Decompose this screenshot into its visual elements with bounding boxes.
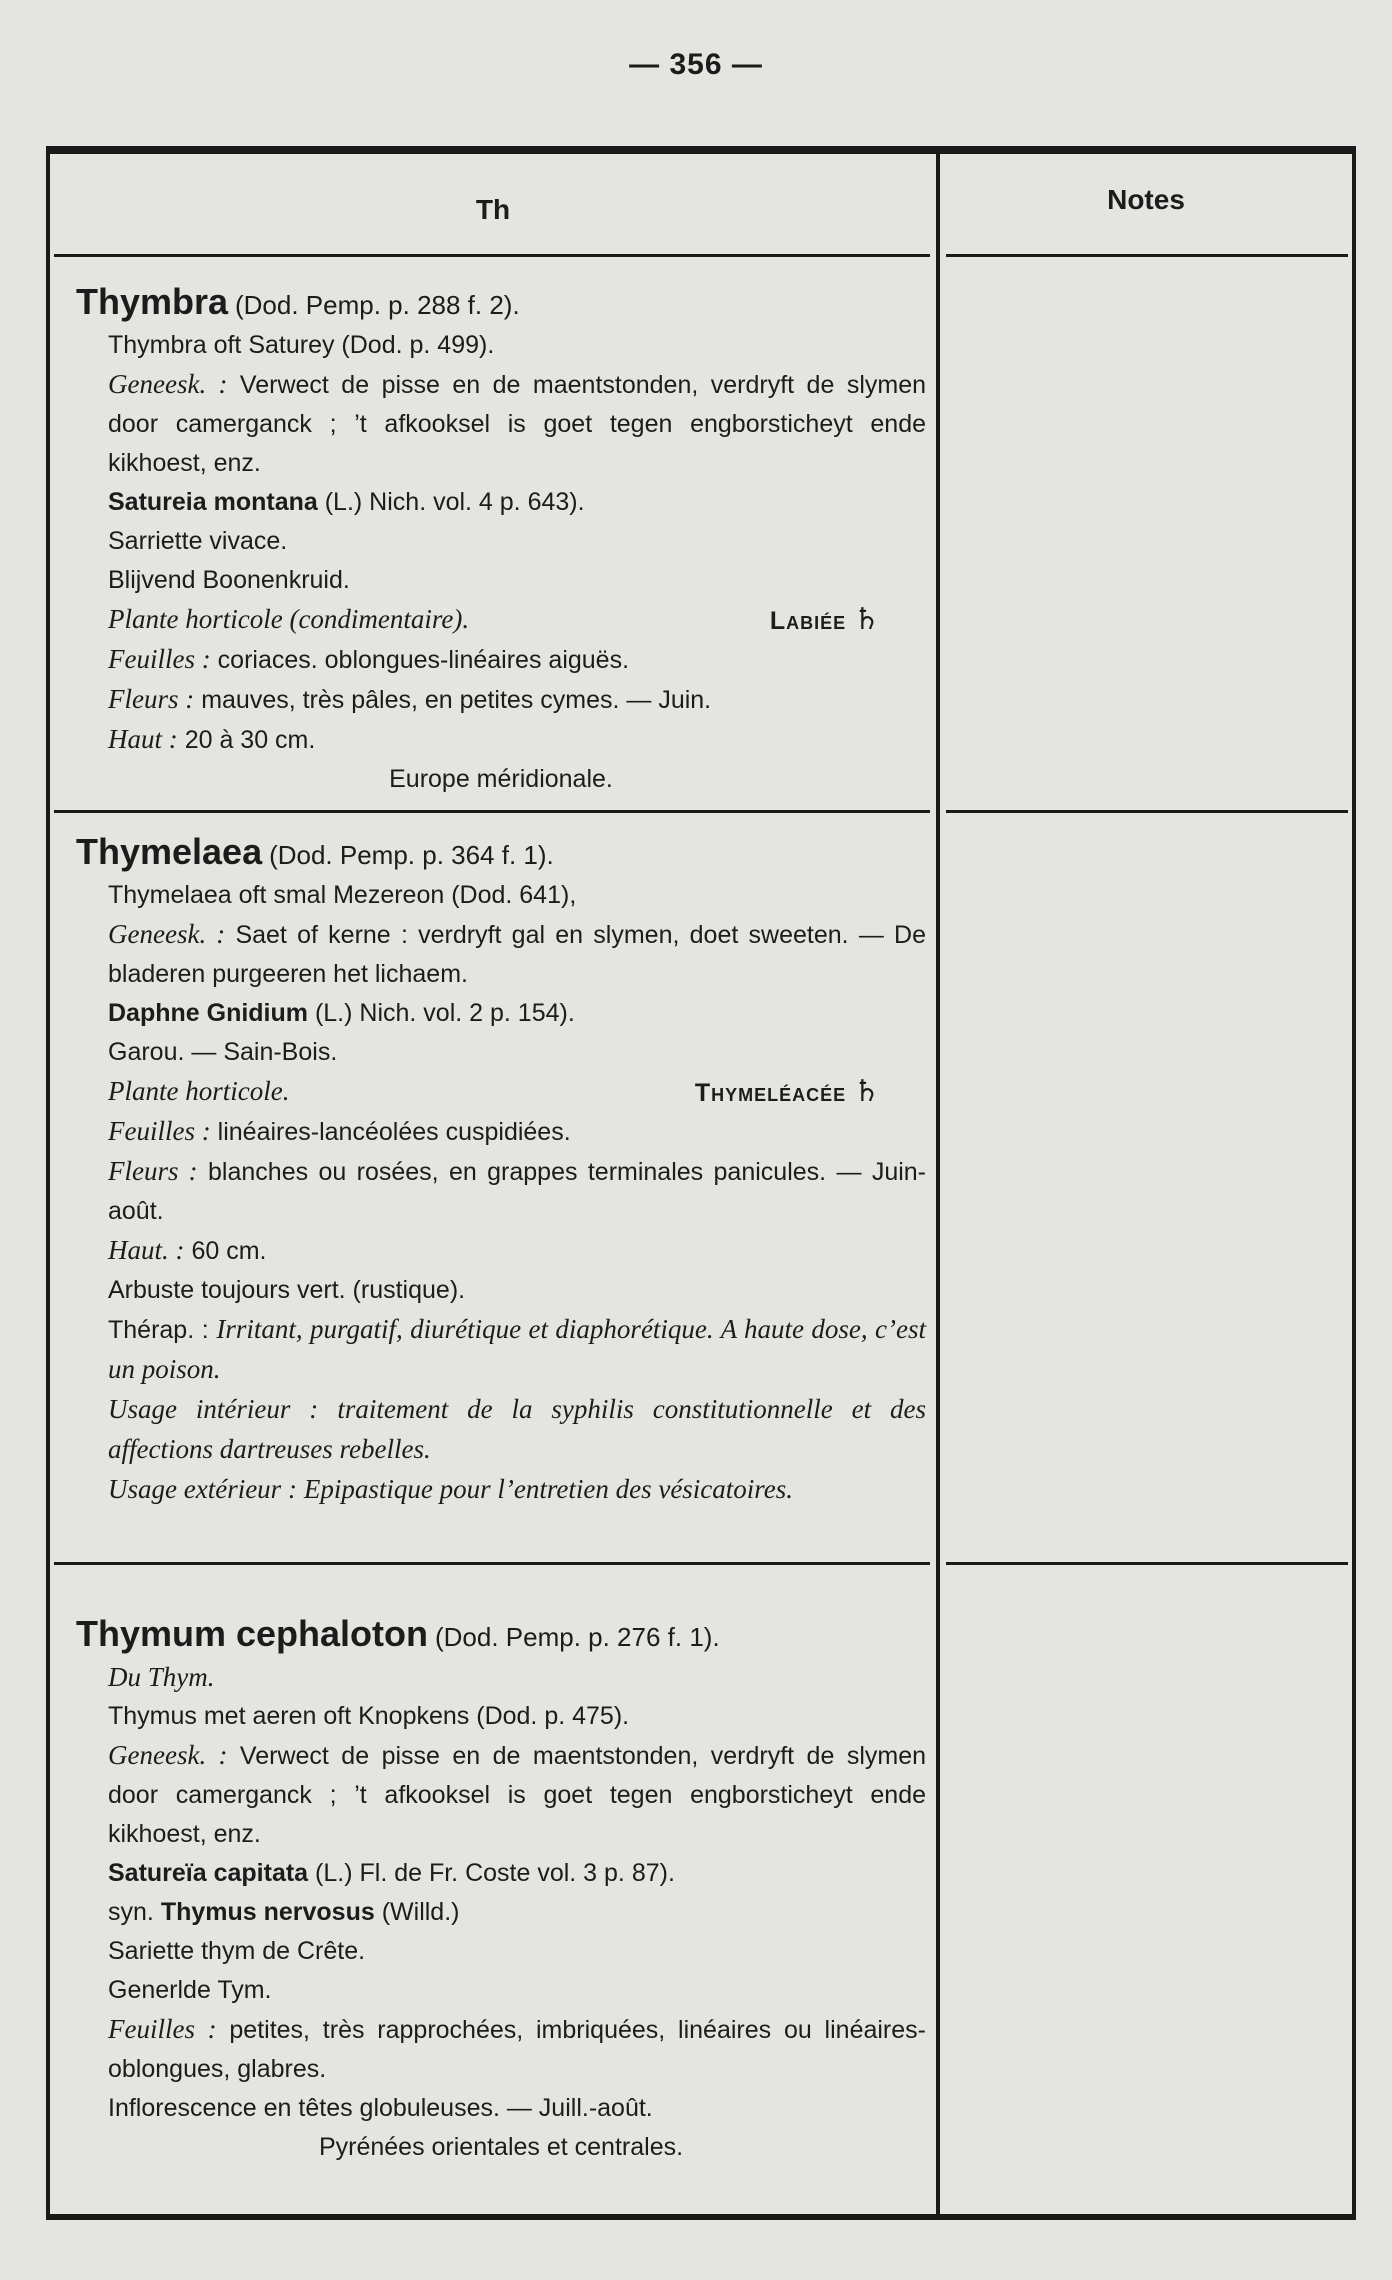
entry-reference: (Dod. Pemp. p. 276 f. 1).	[434, 1622, 720, 1652]
entry-thymum-cephaloton	[76, 1614, 926, 2167]
entry-reference: (Dod. Pemp. p. 364 f. 1).	[269, 840, 554, 870]
page-number: — 356 —	[629, 48, 763, 81]
dutch-name: Blijvend Boonenkruid.	[108, 566, 350, 594]
header-rule-left	[54, 254, 930, 257]
external-use-desc: Epipastique pour l’entretien des vésicatoires.	[303, 1474, 794, 1504]
column-header-th: Th	[475, 194, 511, 225]
entry-thymbra	[76, 282, 926, 799]
header-rule-right	[946, 254, 1348, 257]
entry-title: Thymelaea	[76, 831, 263, 872]
shrub-symbol-icon: ♄	[853, 1074, 880, 1109]
leaves-desc: coriaces. oblongues-linéaires aiguës.	[217, 646, 630, 674]
entry-title: Thymbra	[76, 281, 229, 322]
botanical-name: Satureia montana	[108, 488, 318, 516]
shrub-symbol-icon: ♄	[853, 602, 880, 637]
plant-type: Plante horticole (condimentaire).	[108, 604, 470, 634]
label-usage-interieur: Usage intérieur :	[108, 1394, 319, 1424]
botanical-name: Daphne Gnidium	[108, 999, 308, 1027]
plant-family: Labiée	[769, 607, 847, 635]
height-value: 20 à 30 cm.	[184, 726, 316, 754]
flowers-desc: mauves, très pâles, en petites cymes. — Juin.	[201, 686, 712, 714]
internal-use-desc: traitement de la syphilis constitutionnelle et des affections dartreuses rebelles.	[108, 1394, 926, 1464]
column-divider	[936, 154, 940, 2214]
label-feuilles: Feuilles :	[108, 1116, 211, 1146]
dutch-name: Generlde Tym.	[108, 1976, 272, 2004]
therapeutic-desc: Irritant, purgatif, diurétique et diaphorétique. A haute dose, c’est un poison.	[108, 1314, 926, 1384]
entry-line: Thymbra oft Saturey (Dod. p. 499).	[108, 331, 495, 359]
label-therap: Thérap. :	[108, 1316, 209, 1344]
herbarium-table	[46, 146, 1356, 2220]
column-header-notes: Notes	[1107, 184, 1185, 215]
height-value: 60 cm.	[191, 1237, 267, 1265]
label-usage-exterieur: Usage extérieur :	[108, 1474, 297, 1504]
synonym-label: syn.	[108, 1898, 154, 1926]
entry-separator	[54, 810, 930, 813]
botanical-reference: (L.) Nich. vol. 2 p. 154).	[314, 999, 575, 1027]
medicinal-note: Geneesk. : Saet of kerne : verdryft gal en slymen, doet sweeten. — De bladeren purgeeren het lichaem.	[108, 919, 926, 988]
label-fleurs: Fleurs :	[108, 1156, 198, 1186]
habit-note: Arbuste toujours vert. (rustique).	[108, 1276, 466, 1304]
label-haut: Haut :	[108, 724, 178, 754]
plant-family: Thymeléacée	[694, 1079, 847, 1107]
entry-thymelaea	[76, 832, 926, 1510]
synonym-name: Thymus nervosus	[160, 1898, 375, 1926]
botanical-reference: (L.) Nich. vol. 4 p. 643).	[324, 488, 585, 516]
leaves-desc: petites, très rapprochées, imbriquées, linéaires ou linéaires-oblongues, glabres.	[108, 2016, 926, 2083]
synonym-author: (Willd.)	[381, 1898, 460, 1926]
french-name: Sariette thym de Crête.	[108, 1937, 366, 1965]
entry-separator	[54, 1562, 930, 1565]
label-haut: Haut. :	[108, 1235, 185, 1265]
label-feuilles: Feuilles :	[108, 2014, 217, 2044]
leaves-desc: linéaires-lancéolées cuspidiées.	[217, 1118, 571, 1146]
label-feuilles: Feuilles :	[108, 644, 211, 674]
french-name: Garou. — Sain-Bois.	[108, 1038, 338, 1066]
entry-subtitle: Du Thym.	[108, 1662, 215, 1692]
botanical-name: Satureïa capitata	[108, 1859, 309, 1887]
label-fleurs: Fleurs :	[108, 684, 195, 714]
entry-reference: (Dod. Pemp. p. 288 f. 2).	[235, 290, 520, 320]
inflorescence-desc: Inflorescence en têtes globuleuses. — Juill.-août.	[108, 2094, 653, 2122]
french-name: Sarriette vivace.	[108, 527, 288, 555]
entry-separator-notes	[946, 1562, 1348, 1565]
botanical-reference: (L.) Fl. de Fr. Coste vol. 3 p. 87).	[315, 1859, 675, 1887]
medicinal-note: Geneesk. : Verwect de pisse en de maentstonden, verdryft de slymen door camerganck ; ’t afkooksel is goet tegen engborsticheyt ende kikhoest, enz.	[108, 1740, 927, 1848]
plant-type: Plante horticole.	[108, 1076, 290, 1106]
distribution: Europe méridionale.	[389, 765, 613, 793]
entry-title: Thymum cephaloton	[76, 1613, 429, 1654]
entry-line: Thymelaea oft smal Mezereon (Dod. 641),	[108, 881, 577, 909]
entry-line: Thymus met aeren oft Knopkens (Dod. p. 475).	[108, 1702, 630, 1730]
distribution: Pyrénées orientales et centrales.	[318, 2133, 684, 2161]
entry-separator-notes	[946, 810, 1348, 813]
flowers-desc: blanches ou rosées, en grappes terminales panicules. — Juin-août.	[108, 1158, 927, 1225]
medicinal-note: Geneesk. : Verwect de pisse en de maentstonden, verdryft de slymen door camerganck ; ’t afkooksel is goet tegen engborsticheyt ende kikhoest, enz.	[108, 369, 927, 477]
